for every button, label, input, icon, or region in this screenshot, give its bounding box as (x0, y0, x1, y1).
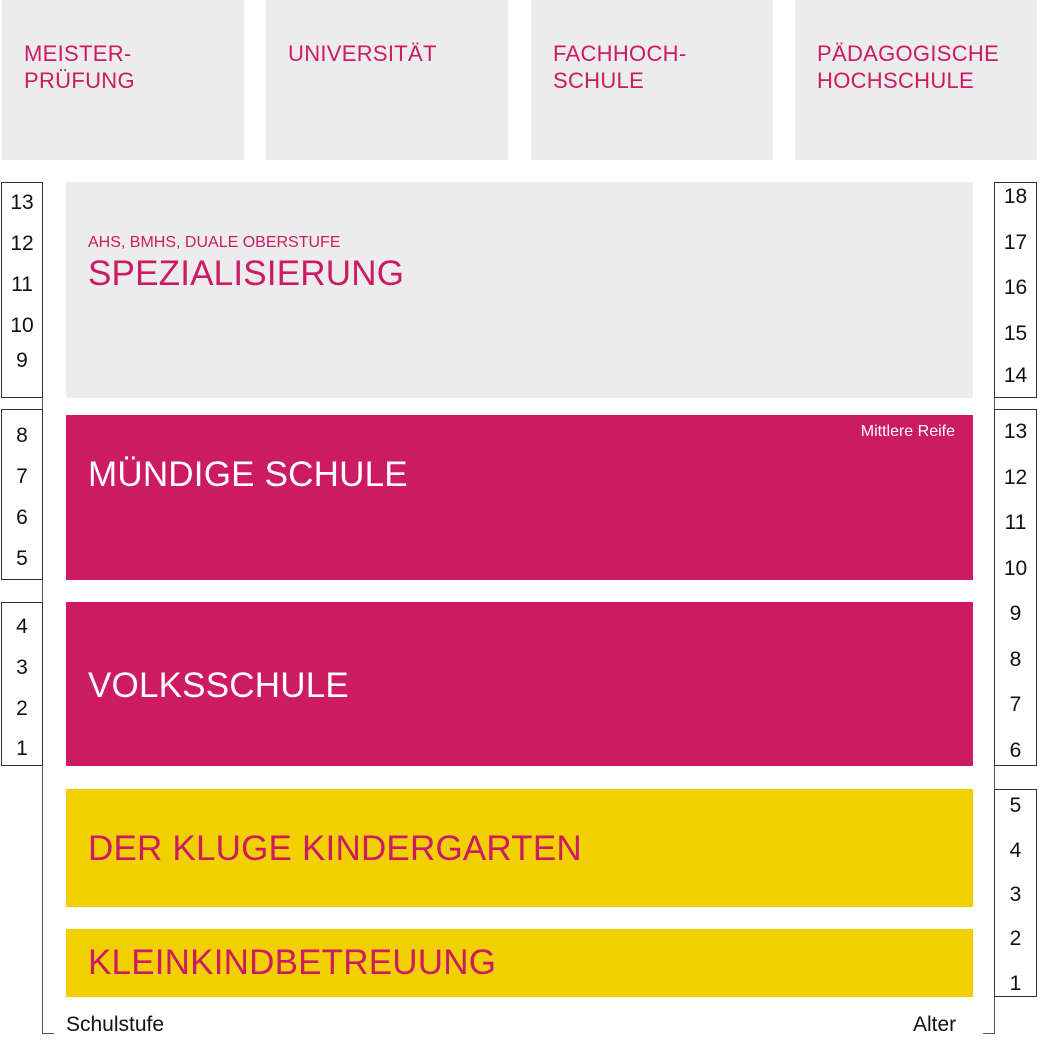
stage-title: KLEINKINDBETREUUNG (88, 943, 497, 982)
alter-number: 15 (1003, 322, 1028, 345)
schulstufe-number: 5 (16, 547, 28, 570)
stage-muendige-schule (66, 415, 973, 580)
schulstufe-label: Schulstufe (66, 1013, 165, 1036)
stage-sublabel: AHS, BMHS, DUALE OBERSTUFE (88, 234, 341, 251)
alter-number: 5 (1009, 794, 1022, 817)
top-box-universitaet (266, 0, 508, 160)
stage-title: DER KLUGE KINDERGARTEN (88, 829, 582, 868)
top-box-label: UNIVERSITÄT (288, 41, 437, 66)
schulstufe-number: 12 (10, 232, 34, 255)
stage-kleinkindbetreuung (66, 929, 973, 997)
alter-number: 7 (1009, 693, 1022, 716)
alter-number: 2 (1009, 927, 1022, 950)
stage-title: MÜNDIGE SCHULE (88, 455, 408, 494)
alter-number: 10 (1003, 557, 1028, 580)
alter-label: Alter (913, 1013, 957, 1036)
schulstufe-group-oberstufe (1, 182, 43, 398)
alter-number: 13 (1003, 420, 1028, 443)
alter-number: 9 (1009, 602, 1022, 625)
alter-number: 3 (1009, 883, 1022, 906)
alter-number: 16 (1003, 276, 1028, 299)
alter-number: 17 (1003, 231, 1028, 254)
schulstufe-number: 11 (11, 273, 33, 296)
schulstufe-number: 4 (16, 615, 28, 638)
alter-group-vorschule (994, 789, 1037, 997)
alter-number: 12 (1003, 466, 1028, 489)
stage-title: SPEZIALISIERUNG (88, 254, 405, 293)
alter-bracket-foot (983, 1033, 995, 1034)
schulstufe-number: 10 (10, 314, 34, 337)
top-box-meisterpruefung (2, 0, 244, 160)
schulstufe-group-mittelstufe (1, 409, 43, 580)
top-box-label: FACHHOCH- SCHULE (553, 41, 687, 93)
alter-number: 4 (1009, 839, 1022, 862)
schulstufe-number: 1 (16, 737, 28, 760)
alter-number: 8 (1009, 648, 1022, 671)
top-box-fachhochschule (531, 0, 773, 160)
alter-number: 6 (1009, 739, 1022, 762)
mittlere-reife-note: Mittlere Reife (860, 423, 955, 440)
alter-group-pflichtschule (994, 409, 1037, 766)
alter-group-oberstufe (994, 182, 1037, 398)
schulstufe-number: 8 (16, 424, 28, 447)
schulstufe-group-volksschule (1, 602, 43, 766)
alter-number: 14 (1003, 364, 1028, 387)
stage-title: VOLKSSCHULE (88, 666, 349, 705)
alter-number: 18 (1003, 185, 1028, 208)
schulstufe-bracket-foot (42, 1033, 54, 1034)
schulstufe-number: 6 (16, 506, 28, 529)
schulstufe-number: 13 (10, 191, 34, 214)
top-box-label: MEISTER- PRÜFUNG (24, 41, 135, 93)
stage-spezialisierung (66, 182, 973, 398)
schulstufe-number: 2 (16, 697, 28, 720)
schulstufe-number: 9 (16, 349, 28, 372)
top-box-label: PÄDAGOGISCHE HOCHSCHULE (817, 41, 1000, 93)
stage-kindergarten (66, 789, 973, 907)
schulstufe-number: 3 (16, 656, 28, 679)
alter-number: 1 (1009, 972, 1022, 995)
schulstufe-number: 7 (16, 465, 28, 488)
stage-volksschule (66, 602, 973, 766)
alter-number: 11 (1004, 511, 1027, 534)
top-box-paedagogische-hochschule (795, 0, 1037, 160)
